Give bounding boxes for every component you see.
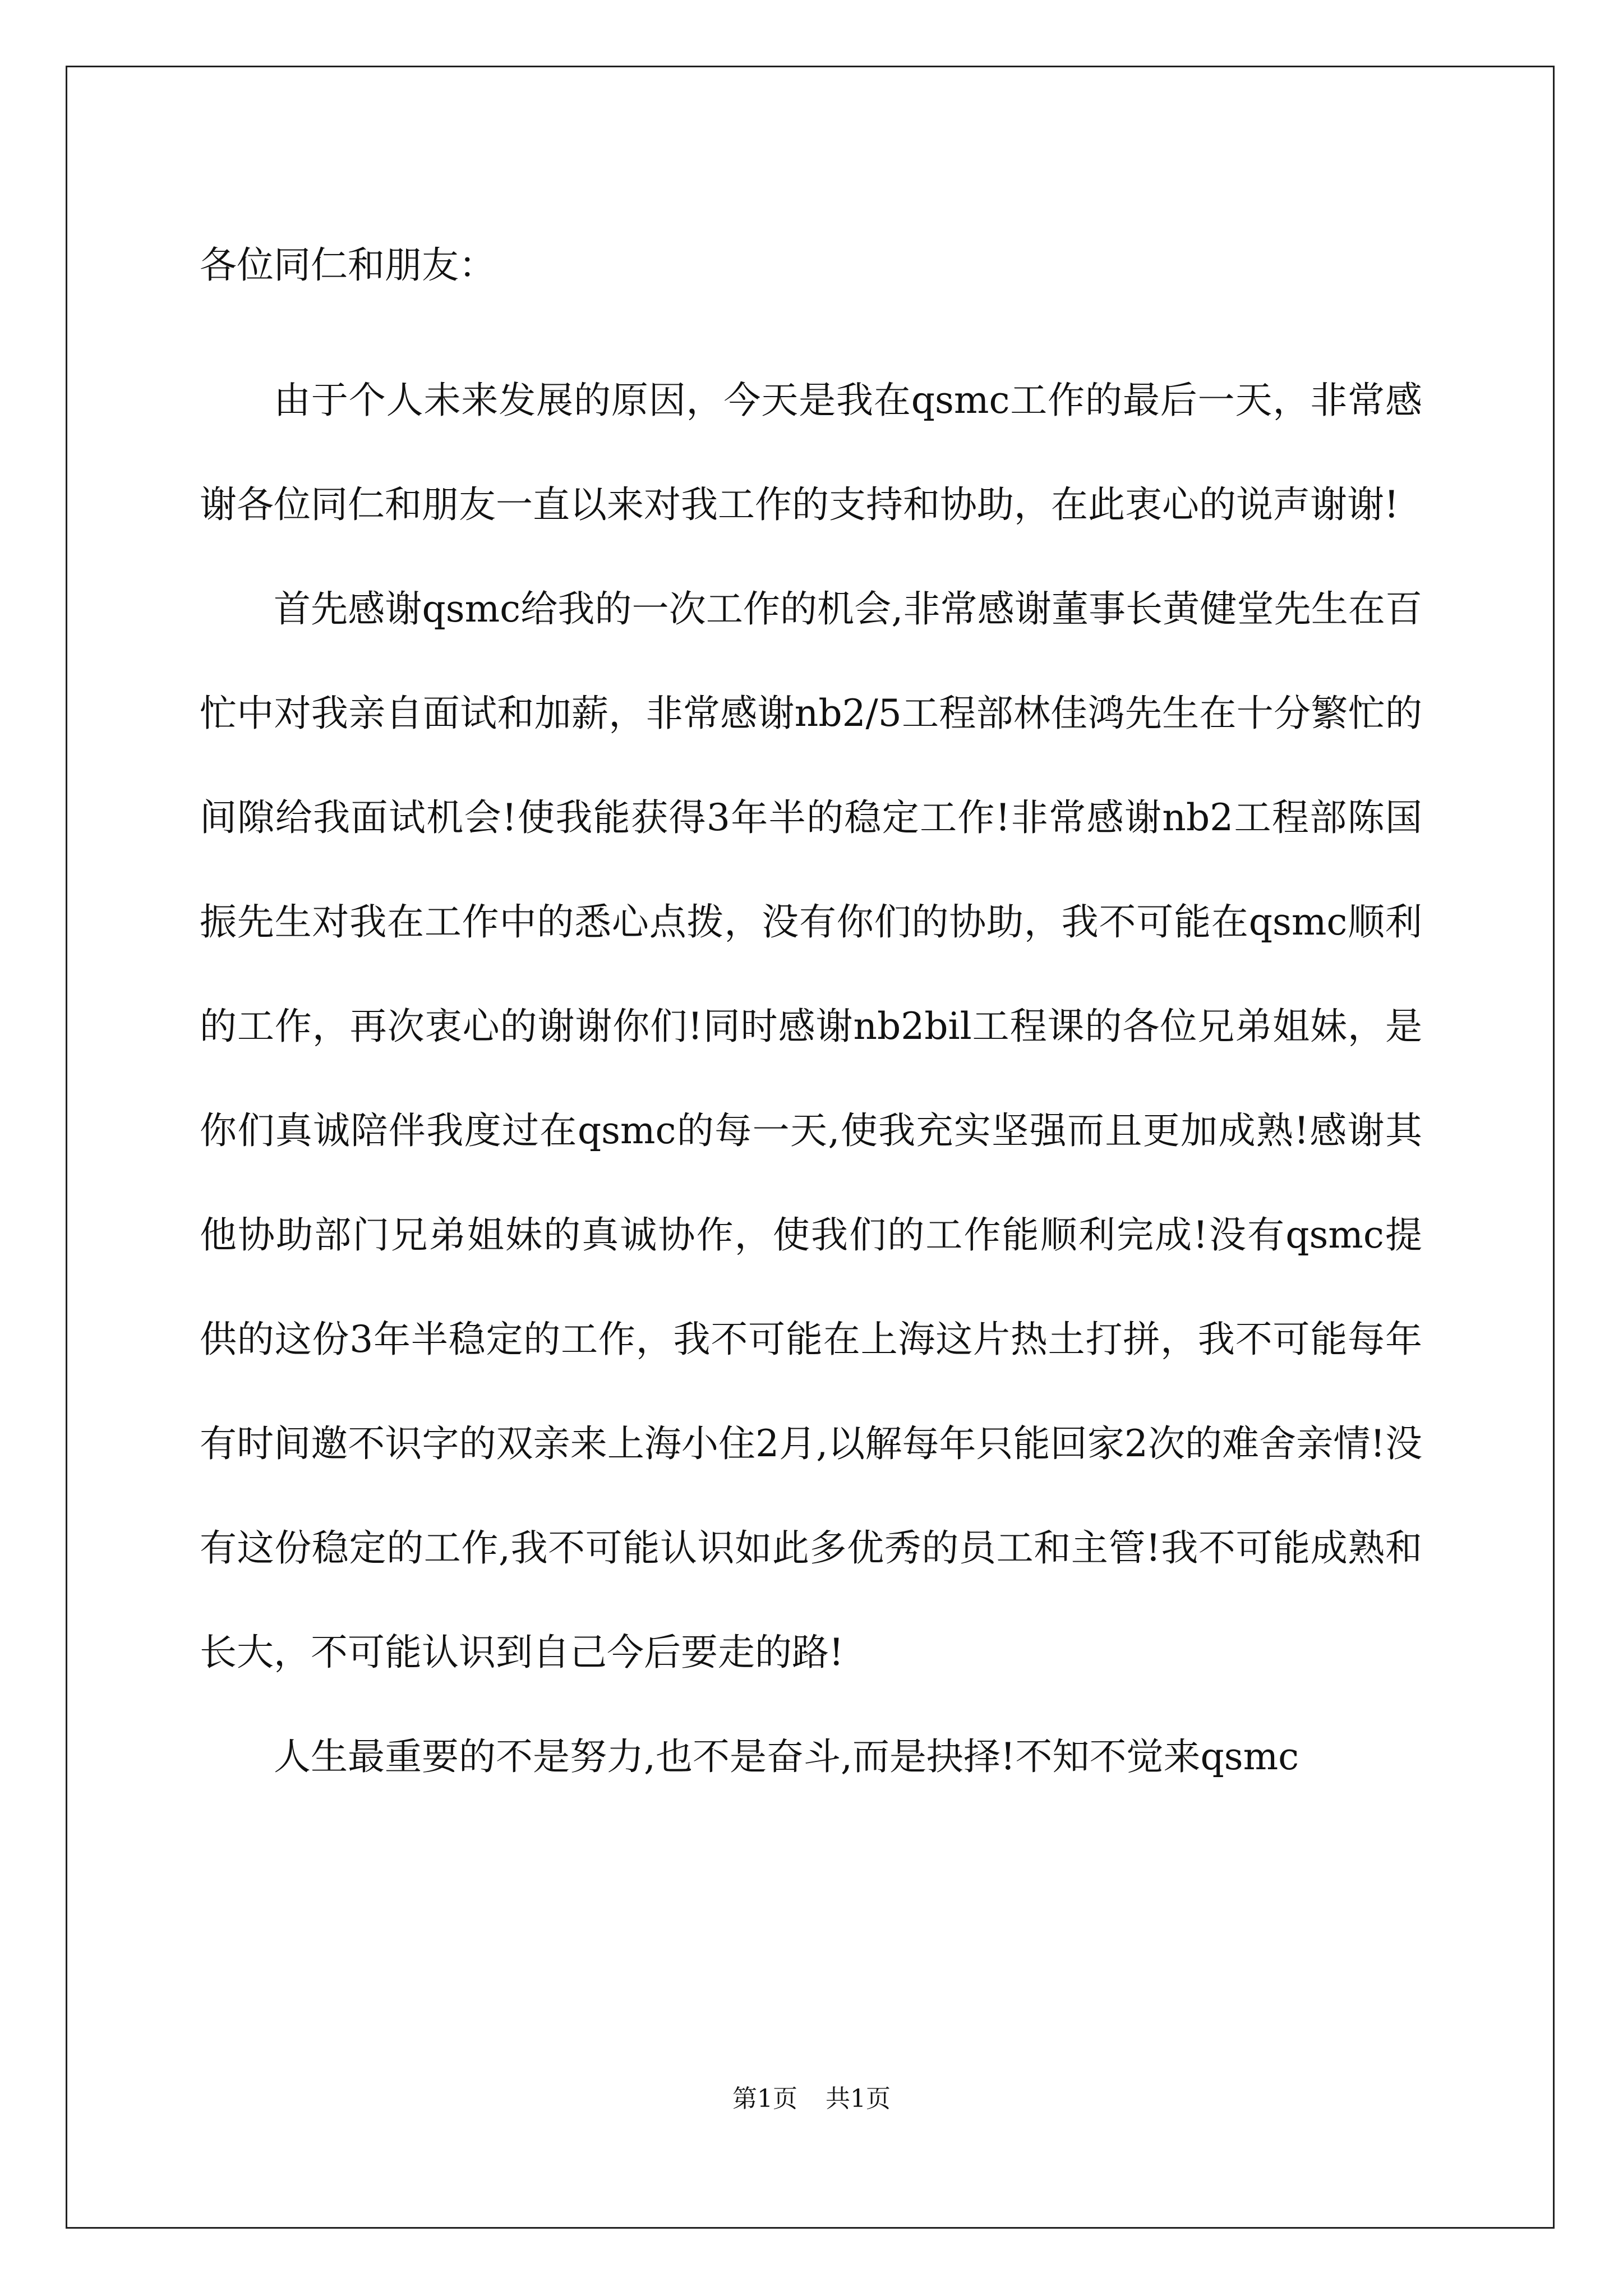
paragraph-3: 人生最重要的不是努力,也不是奋斗,而是抉择!不知不觉来qsmc <box>274 1735 1299 1778</box>
page-total: 共1页 <box>826 2085 891 2113</box>
page-number: 第1页 <box>732 2085 797 2113</box>
paragraph-2: 首先感谢qsmc给我的一次工作的机会,非常感谢董事长黄健堂先生在百忙中对我亲自面试和加薪，非常感谢nb2/5工程部林佳鸿先生在十分繁忙的间隙给我面试机会!使我能获得3年半的稳定工作!非常感谢nb2工程部陈国振先生对我在工作中的悉心点拨，没有你们的协助，我不可能在qsmc顺利的工作，再次衷心的谢谢你们!同时感谢nb2bil工程课的各位兄弟姐妹，是你们真诚陪伴我度过在qsmc的每一天,使我充实坚强而且更加成熟!感谢其他协助部门兄弟姐妹的真诚协作，使我们的工作能顺利完成!没有qsmc提供的这份3年半稳定的工作，我不可能在上海这片热土打拼，我不可能每年有时间邀不识字的双亲来上海小住2月,以解每年只能回家2次的难舍亲情!没有这份稳定的工作,我不可能认识如此多优秀的员工和主管!我不可能成熟和长大，不可能认识到自己今后要走的路! <box>200 587 1422 1674</box>
letter-body <box>200 213 1422 1809</box>
paragraph-1: 由于个人未来发展的原因，今天是我在qsmc工作的最后一天，非常感谢各位同仁和朋友一直以来对我工作的支持和协助，在此衷心的说声谢谢! <box>200 379 1422 526</box>
greeting: 各位同仁和朋友： <box>200 243 496 287</box>
page-footer <box>0 2082 1623 2116</box>
